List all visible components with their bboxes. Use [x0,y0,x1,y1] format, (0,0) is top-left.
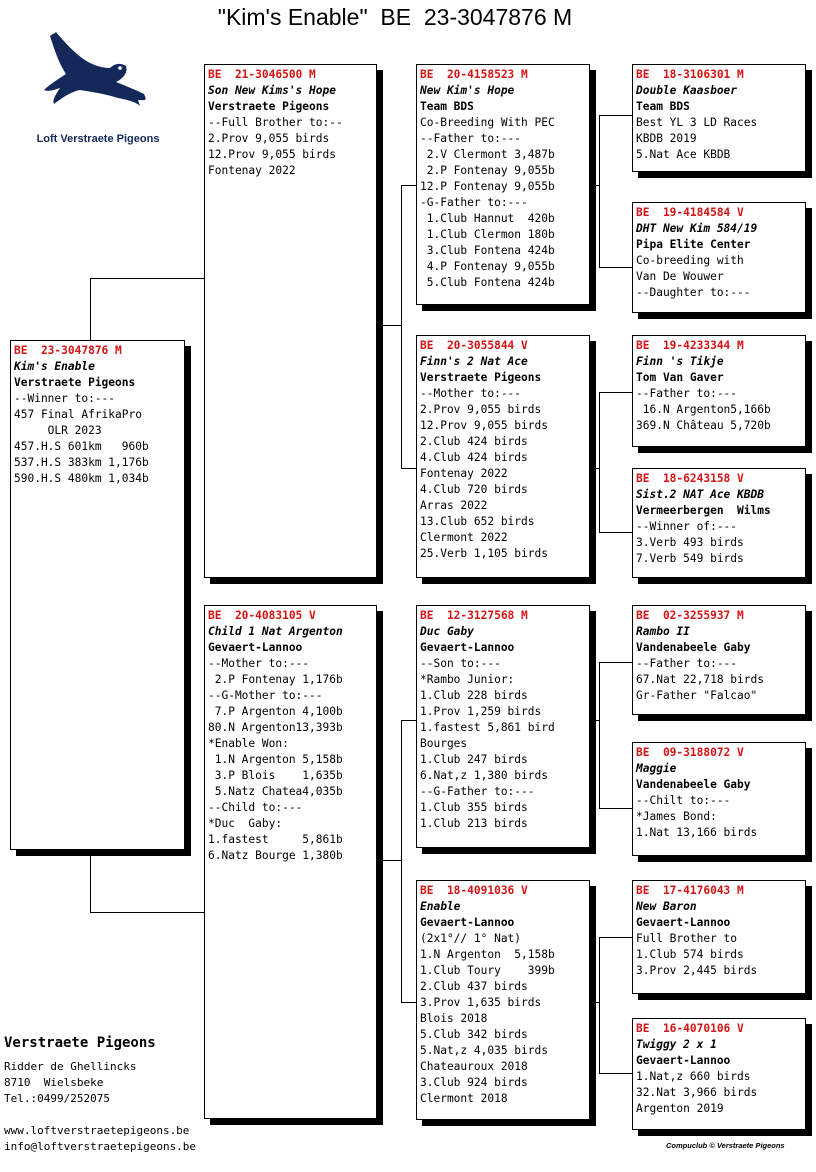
owner-name: Team BDS [420,100,474,113]
performance-line: 7.P Argenton 4,100b [208,705,343,718]
ring-number: BE 12-3127568 M [420,609,528,622]
pigeon-name: Son New Kims's Hope [208,84,336,97]
performance-line: Fontenay 2022 [208,164,296,177]
performance-line: 457 Final AfrikaPro [14,408,142,421]
pigeon-card-sire-dam [416,335,590,578]
performance-line: 7.Verb 549 birds [636,552,744,565]
owner-name: Verstraete Pigeons [14,376,136,389]
performance-line: 1.Club 574 birds [636,948,744,961]
pigeon-card-dam-sire [416,605,590,848]
owner-name: Gevaert-Lannoo [636,916,731,929]
performance-line: 1.fastest 5,861 bird [420,721,555,734]
pigeon-card-subject [10,340,185,850]
pigeon-name: Sist.2 NAT Ace KBDB [636,488,764,501]
pigeon-card-ddd [632,1018,806,1130]
ring-number: BE 09-3188072 V [636,746,744,759]
performance-line: -G-Father to:--- [420,196,528,209]
performance-line: 1.Club 247 birds [420,753,528,766]
performance-line: 6.Nat,z 1,380 birds [420,769,548,782]
pigeon-name: Child 1 Nat Argenton [208,625,343,638]
ring-number: BE 19-4233344 M [636,339,744,352]
performance-line: 6.Natz Bourge 1,380b [208,849,343,862]
ring-number: BE 20-3055844 V [420,339,528,352]
performance-line: Arras 2022 [420,499,488,512]
performance-line: 1.Club Toury 399b [420,964,555,977]
performance-line: 3.Verb 493 birds [636,536,744,549]
pigeon-card-dam-dam [416,880,590,1120]
owner-name: Team BDS [636,100,690,113]
performance-line: 80.N Argenton13,393b [208,721,343,734]
pigeon-card-sire-sire [416,64,590,305]
performance-line: --Daughter to:--- [636,286,751,299]
owner-name: Pipa Elite Center [636,238,751,251]
pigeon-card-ssd [632,202,806,313]
performance-line: 3.Prov 1,635 birds [420,996,542,1009]
pigeon-name: New Baron [636,900,697,913]
pigeon-name: Enable [420,900,461,913]
performance-line: Fontenay 2022 [420,467,508,480]
owner-name: Gevaert-Lannoo [636,1054,731,1067]
performance-line: 3.Prov 2,445 birds [636,964,758,977]
performance-line: Clermont 2018 [420,1092,508,1105]
ring-number: BE 19-4184584 V [636,206,744,219]
ring-number: BE 20-4083105 V [208,609,316,622]
performance-line: 25.Verb 1,105 birds [420,547,548,560]
performance-line: 2.P Fontenay 1,176b [208,673,343,686]
performance-line: 5.Club Fontena 424b [420,276,555,289]
performance-line: 1.Club Hannut 420b [420,212,555,225]
performance-line: 2.Prov 9,055 birds [208,132,330,145]
pigeon-card-sss [632,64,806,172]
performance-line: 2.P Fontenay 9,055b [420,164,555,177]
performance-line: --Son to:--- [420,657,501,670]
performance-line: 67.Nat 22,718 birds [636,673,764,686]
performance-line: 4.Club 424 birds [420,451,528,464]
performance-line: 12.Prov 9,055 birds [420,419,548,432]
performance-line: --G-Father to:--- [420,785,535,798]
pigeon-name: Finn 's Tikje [636,355,724,368]
phone: Tel.:0499/252075 [4,1092,110,1105]
performance-line: 5.Club 342 birds [420,1028,528,1041]
performance-line: --Chilt to:--- [636,794,731,807]
performance-line: 5.Nat Ace KBDB [636,148,731,161]
pigeon-name: Maggie [636,762,677,775]
breeder-name: Verstraete Pigeons [4,1035,156,1051]
performance-line: 537.H.S 383km 1,176b [14,456,149,469]
pigeon-card-dds [632,880,806,994]
owner-name: Gevaert-Lannoo [420,641,515,654]
performance-line: Van De Wouwer [636,270,724,283]
ring-number: BE 18-6243158 V [636,472,744,485]
ring-number: BE 23-3047876 M [14,344,122,357]
performance-line: 2.Prov 9,055 birds [420,403,542,416]
performance-line: --Father to:--- [636,387,738,400]
performance-line: 2.V Clermont 3,487b [420,148,555,161]
owner-name: Gevaert-Lannoo [420,916,515,929]
performance-line: 3.P Blois 1,635b [208,769,343,782]
ring-number: BE 17-4176043 M [636,884,744,897]
pigeon-card-sire [204,64,377,578]
owner-name: Verstraete Pigeons [420,371,542,384]
owner-name: Verstraete Pigeons [208,100,330,113]
performance-line: Co-Breeding With PEC [420,116,555,129]
owner-name: Gevaert-Lannoo [208,641,303,654]
performance-line: --Mother to:--- [420,387,522,400]
performance-line: 1.Prov 1,259 birds [420,705,542,718]
performance-line: 12.Prov 9,055 birds [208,148,336,161]
pigeon-name: Kim's Enable [14,360,95,373]
performance-line: *Rambo Junior: [420,673,515,686]
performance-line: 13.Club 652 birds [420,515,535,528]
address-line: 8710 Wielsbeke [4,1076,104,1089]
performance-line: KBDB 2019 [636,132,697,145]
performance-line: *Enable Won: [208,737,289,750]
performance-line: 1.Nat,z 660 birds [636,1070,751,1083]
performance-line: Co-breeding with [636,254,744,267]
performance-line: *Duc Gaby: [208,817,283,830]
performance-line: 1.Club 355 birds [420,801,528,814]
performance-line: 32.Nat 3,966 birds [636,1086,758,1099]
address-line: Ridder de Ghellincks [4,1060,137,1073]
performance-line: 369.N Château 5,720b [636,419,771,432]
pigeon-name: Double Kaasboer [636,84,738,97]
performance-line: *James Bond: [636,810,717,823]
pigeon-card-sdd [632,468,806,578]
pigeon-icon [40,28,160,118]
performance-line: 1.Nat 13,166 birds [636,826,758,839]
pigeon-name: DHT New Kim 584/19 [636,222,758,235]
performance-line: 1.N Argenton 5,158b [420,948,555,961]
logo-text: Loft Verstraete Pigeons [36,133,160,145]
performance-line: 4.Club 720 birds [420,483,528,496]
performance-line: --Full Brother to:-- [208,116,343,129]
pigeon-name: Duc Gaby [420,625,474,638]
pigeon-card-dam [204,605,377,1119]
performance-line: 1.Club Clermon 180b [420,228,555,241]
owner-name: Tom Van Gaver [636,371,724,384]
ring-number: BE 21-3046500 M [208,68,316,81]
performance-line: 5.Natz Chatea4,035b [208,785,343,798]
pigeon-card-dsd [632,742,806,856]
performance-line: 1.Club 228 birds [420,689,528,702]
ring-number: BE 16-4070106 V [636,1022,744,1035]
performance-line: --Winner to:--- [14,392,116,405]
ring-number: BE 18-4091036 V [420,884,528,897]
performance-line: 1.N Argenton 5,158b [208,753,343,766]
copyright: Compuclub © Verstraete Pigeons [666,1141,785,1150]
performance-line: 2.Club 437 birds [420,980,528,993]
website-link[interactable]: www.loftverstraetepigeons.be [4,1124,190,1137]
performance-line: 2.Club 424 birds [420,435,528,448]
performance-line: --Mother to:--- [208,657,310,670]
email-link[interactable]: info@loftverstraetepigeons.be [4,1140,197,1153]
pedigree-title: "Kim's Enable" BE 23-3047876 M [217,4,573,30]
ring-number: BE 02-3255937 M [636,609,744,622]
performance-line: 1.fastest 5,861b [208,833,343,846]
performance-line: 5.Nat,z 4,035 birds [420,1044,548,1057]
performance-line: --Father to:--- [636,657,738,670]
performance-line: Argenton 2019 [636,1102,724,1115]
owner-name: Vandenabeele Gaby [636,641,751,654]
performance-line: 457.H.S 601km 960b [14,440,149,453]
pigeon-name: Rambo II [636,625,690,638]
performance-line: --G-Mother to:--- [208,689,323,702]
pigeon-card-sds [632,335,806,447]
performance-line: OLR 2023 [14,424,102,437]
owner-name: Vermeerbergen Wilms [636,504,771,517]
performance-line: --Winner of:--- [636,520,738,533]
performance-line: --Father to:--- [420,132,522,145]
ring-number: BE 18-3106301 M [636,68,744,81]
ring-number: BE 20-4158523 M [420,68,528,81]
performance-line: 3.Club 924 birds [420,1076,528,1089]
performance-line: Clermont 2022 [420,531,508,544]
pigeon-name: Twiggy 2 x 1 [636,1038,717,1051]
pigeon-name: New Kim's Hope [420,84,515,97]
performance-line: Full Brother to [636,932,738,945]
performance-line: Blois 2018 [420,1012,488,1025]
performance-line: (2x1°// 1° Nat) [420,932,522,945]
performance-line: Chateauroux 2018 [420,1060,528,1073]
pigeon-card-dss [632,605,806,715]
performance-line: 1.Club 213 birds [420,817,528,830]
performance-line: 590.H.S 480km 1,034b [14,472,149,485]
pigeon-name: Finn's 2 Nat Ace [420,355,528,368]
performance-line: 3.Club Fontena 424b [420,244,555,257]
performance-line: Bourges [420,737,468,750]
performance-line: 12.P Fontenay 9,055b [420,180,555,193]
performance-line: Gr-Father "Falcao" [636,689,758,702]
performance-line: 16.N Argenton5,166b [636,403,771,416]
owner-name: Vandenabeele Gaby [636,778,751,791]
performance-line: 4.P Fontenay 9,055b [420,260,555,273]
performance-line: Best YL 3 LD Races [636,116,758,129]
performance-line: --Child to:--- [208,801,303,814]
